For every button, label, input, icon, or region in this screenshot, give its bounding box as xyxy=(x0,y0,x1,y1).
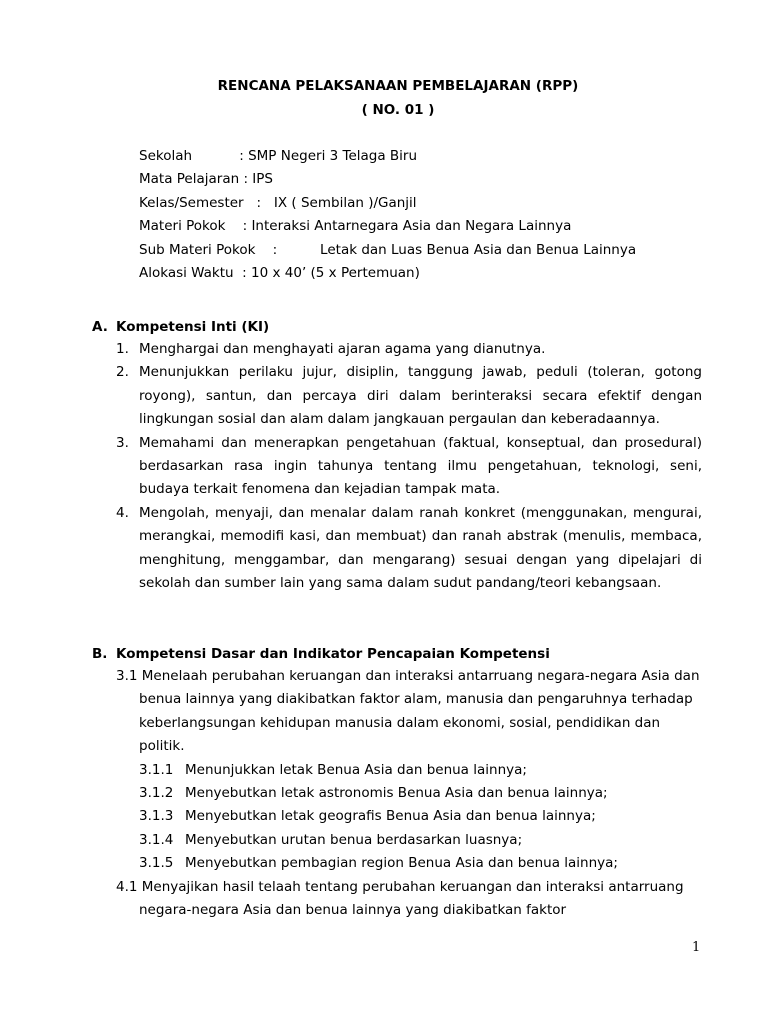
indicator-number: 3.1.3 xyxy=(139,808,174,825)
section-b-heading xyxy=(92,644,550,664)
item-number: 4. xyxy=(116,504,129,521)
section-a-heading xyxy=(92,317,269,337)
basic-competency-3-1: 3.1 Menelaah perubahan keruangan dan interaksi antarruang negara-negara Asia dan benua lainnya yang diakibatkan faktor alam, manusia dan pengaruhnya terhadap keberlangsungan kehidupan manusia dalam ekonomi, sosial, pendidikan dan politik. xyxy=(116,668,700,755)
item-text: Menunjukkan perilaku jujur, disiplin, tanggung jawab, peduli (toleran, gotong royong), santun, dan percaya diri dalam berinteraksi secara efektif dengan lingkungan sosial dan alam dalam jangkauan pergaulan dan keberadaannya. xyxy=(139,364,702,428)
indicator-item xyxy=(116,759,702,782)
indicator-item xyxy=(116,852,702,875)
item-text: Memahami dan menerapkan pengetahuan (faktual, konseptual, dan prosedural) berdasarkan rasa ingin tahunya tentang ilmu pengetahuan, teknologi, seni, budaya terkait fenomena dan kejadian tampak mata. xyxy=(139,434,702,498)
indicator-number: 3.1.4 xyxy=(139,831,174,848)
indicator-text: Menyebutkan pembagian region Benua Asia dan benua lainnya; xyxy=(185,855,618,872)
item-number: 2. xyxy=(116,364,129,381)
info-class-semester: Kelas/Semester : IX ( Sembilan )/Ganjil xyxy=(139,194,417,211)
core-competency-list xyxy=(116,338,702,595)
basic-competency-4-1: 4.1 Menyajikan hasil telaah tentang perubahan keruangan dan interaksi antarruang negara-negara Asia dan benua lainnya yang diakibatkan faktor xyxy=(116,878,684,919)
list-item xyxy=(116,432,702,502)
indicator-number: 3.1.5 xyxy=(139,855,174,872)
indicator-item xyxy=(116,782,702,805)
document-title: RENCANA PELAKSANAAN PEMBELAJARAN (RPP) xyxy=(217,78,579,94)
info-time-allocation: Alokasi Waktu : 10 x 40’ (5 x Pertemuan) xyxy=(139,264,420,281)
basic-competency-block xyxy=(116,665,702,922)
section-a-letter: A. xyxy=(92,319,108,335)
document-number: ( NO. 01 ) xyxy=(361,102,435,118)
indicator-text: Menyebutkan letak geografis Benua Asia dan benua lainnya; xyxy=(185,808,596,825)
page-number: 1 xyxy=(692,940,701,955)
indicator-text: Menunjukkan letak Benua Asia dan benua lainnya; xyxy=(185,761,527,778)
indicator-text: Menyebutkan letak astronomis Benua Asia dan benua lainnya; xyxy=(185,785,608,802)
indicator-item xyxy=(116,805,702,828)
info-school: Sekolah : SMP Negeri 3 Telaga Biru xyxy=(139,148,418,164)
indicator-text: Menyebutkan urutan benua berdasarkan luasnya; xyxy=(185,831,523,848)
item-number: 3. xyxy=(116,434,129,451)
section-b-title: Kompetensi Dasar dan Indikator Pencapaian Kompetensi xyxy=(116,646,550,662)
indicator-number: 3.1.1 xyxy=(139,761,174,778)
indicator-item xyxy=(116,829,702,852)
info-sub-material: Sub Materi Pokok : Letak dan Luas Benua Asia dan Benua Lainnya xyxy=(139,241,637,258)
identity-block xyxy=(139,145,636,285)
info-subject: Mata Pelajaran : IPS xyxy=(139,171,273,188)
item-text: Menghargai dan menghayati ajaran agama yang dianutnya. xyxy=(139,341,546,357)
info-main-material: Materi Pokok : Interaksi Antarnegara Asia dan Negara Lainnya xyxy=(139,218,572,235)
item-text: Mengolah, menyaji, dan menalar dalam ranah konkret (menggunakan, mengurai, merangkai, memodifi kasi, dan membuat) dan ranah abstrak (menulis, membaca, menghitung, menggambar, dan mengarang) sesuai dengan yang dipelajari di sekolah dan sumber lain yang sama dalam sudut pandang/teori kebangsaan. xyxy=(139,504,702,592)
list-item xyxy=(116,338,702,361)
section-a-title: Kompetensi Inti (KI) xyxy=(116,319,270,335)
item-number: 1. xyxy=(116,341,129,357)
indicator-number: 3.1.2 xyxy=(139,785,174,802)
list-item xyxy=(116,361,702,431)
section-b-letter: B. xyxy=(92,646,108,662)
list-item xyxy=(116,502,702,596)
